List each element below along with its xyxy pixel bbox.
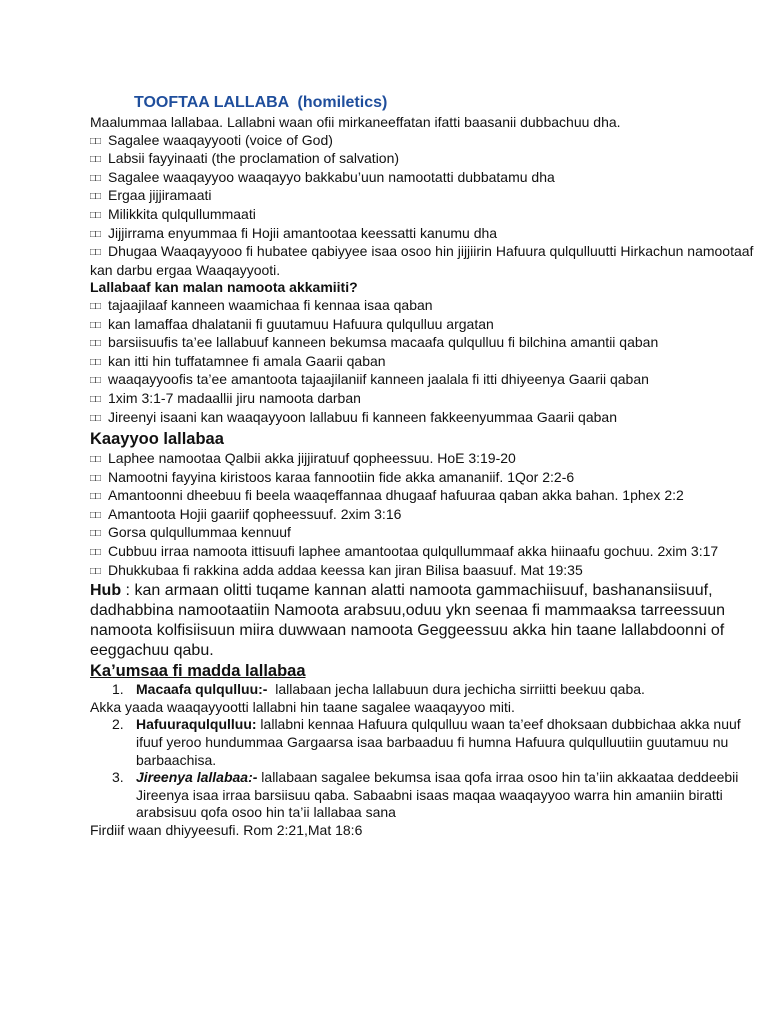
bullet-icon: □□ [90, 528, 101, 540]
bullet-icon: □□ [90, 547, 101, 559]
bullet-icon: □□ [90, 228, 101, 240]
definition-list [90, 132, 762, 280]
bullet-icon: □□ [90, 491, 101, 503]
bullet-icon: □□ [90, 135, 101, 147]
list-item: □□ barsiisuufis ta’ee lallabuuf kanneen bekumsa macaafa qulqulluu fi bilchina amantii qaban [90, 334, 762, 353]
source-list-continued [90, 716, 762, 822]
bullet-icon: □□ [90, 472, 101, 484]
bullet-icon: □□ [90, 319, 101, 331]
bullet-icon: □□ [90, 338, 101, 350]
bullet-icon: □□ [90, 356, 101, 368]
bullet-icon: □□ [90, 300, 101, 312]
bullet-icon: □□ [90, 454, 101, 466]
item-lead: Jireenya lallabaa:- [136, 769, 258, 786]
item-text: lallabaan jecha lallabuun dura jechicha sirriitti beekuu qaba. [267, 681, 645, 698]
item-lead: Hafuuraqulqulluu: [136, 716, 257, 733]
list-item: □□ waaqayyoofis ta’ee amantoota tajaajilaniif kanneen jaalala fi itti dhiyeenya Gaarii qaban [90, 371, 762, 390]
list-item: □□ Sagalee waaqayyoo waaqayyo bakkabu’uun namootatti dubbatamu dha [90, 169, 762, 188]
list-item: □□ Dhukkubaa fi rakkina adda addaa keessa kan jiran Bilisa baasuuf. Mat 19:35 [90, 562, 762, 581]
list-item: □□ Milikkita qulqullummaati [90, 206, 762, 225]
list-item: □□ Jireenyi isaani kan waaqayyoon lallabuu fi kanneen fakkeenyummaa Gaarii qaban [90, 409, 762, 428]
akka-yaada-paragraph: Akka yaada waaqayyootti lallabni hin taane sagalee waaqayyoo miti. [90, 698, 515, 715]
qualification-list [90, 297, 762, 427]
item-number: 3. [112, 769, 124, 786]
bullet-icon: □□ [90, 412, 101, 424]
closing-paragraph: Firdiif waan dhiyyeesufi. Rom 2:21,Mat 18:6 [90, 822, 363, 838]
item-number: 2. [112, 716, 124, 733]
list-item: □□ Labsii fayyinaati (the proclamation of salvation) [90, 150, 762, 169]
list-item: □□ kan itti hin tuffatamnee fi amala Gaarii qaban [90, 353, 762, 372]
numbered-item [90, 716, 762, 769]
list-item: □□ Amantoonni dheebuu fi beela waaqeffannaa dhugaaf hafuuraa qaban akka bahan. 1phex 2:2 [90, 487, 762, 506]
purpose-list [90, 450, 762, 580]
item-text: lallabni kennaa Hafuura qulqulluu waan ta’eef dhoksaan dubbichaa akka nuuf ifuuf yeroo hundummaa Gargaarsa isaa barbaaduu fi humna Hafuura qulqulluutiin guutamuu nu barbaachisa. [136, 716, 741, 768]
list-item: □□ Laphee namootaa Qalbii akka jijjiratuuf qopheessuu. HoE 3:19-20 [90, 450, 762, 469]
numbered-item [90, 681, 762, 699]
list-item: □□ Dhugaa Waaqayyooo fi hubatee qabiyyee isaa osoo hin jijjiirin Hafuura qulqulluutti Hirkachun namootaaf kan darbu ergaa Waaqayyooti. [90, 243, 754, 278]
bullet-icon: □□ [90, 375, 101, 387]
list-item: □□ Amantoota Hojii gaariif qopheessuuf. 2xim 3:16 [90, 506, 762, 525]
question-heading: Lallabaaf kan malan namoota akkamiiti? [90, 279, 358, 296]
list-item: □□ Jijjirrama enyummaa fi Hojii amantootaa keessatti kanumu dha [90, 225, 762, 244]
bullet-icon: □□ [90, 393, 101, 405]
bullet-icon: □□ [90, 565, 101, 577]
source-list [90, 681, 762, 699]
kaumsaa-heading: Ka’umsaa fi madda lallabaa [90, 662, 306, 681]
intro-paragraph: Maalummaa lallabaa. Lallabni waan ofii mirkaneeffatan ifatti baasanii dubbachuu dha. [90, 114, 621, 130]
list-item: □□ 1xim 3:1-7 madaallii jiru namoota darban [90, 390, 762, 409]
document-title: TOOFTAA LALLABA (homiletics) [134, 94, 388, 111]
bullet-icon: □□ [90, 154, 101, 166]
numbered-item [90, 769, 762, 822]
list-item: □□ Gorsa qulqullummaa kennuuf [90, 524, 762, 543]
list-item: □□ Ergaa jijjiramaati [90, 187, 762, 206]
bullet-icon: □□ [90, 191, 101, 203]
bullet-icon: □□ [90, 247, 101, 259]
list-item: □□ Sagalee waaqayyooti (voice of God) [90, 132, 762, 151]
list-item: □□ kan lamaffaa dhalatanii fi guutamuu Hafuura qulqulluu argatan [90, 316, 762, 335]
list-item: □□ Namootni fayyina kiristoos karaa fannootiin fide akka amananiif. 1Qor 2:2-6 [90, 469, 762, 488]
list-item: □□ tajaajilaaf kanneen waamichaa fi kennaa isaa qaban [90, 297, 762, 316]
bullet-icon: □□ [90, 509, 101, 521]
hub-label: Hub [90, 582, 122, 600]
hub-note [90, 581, 762, 661]
document-body [90, 114, 762, 840]
bullet-icon: □□ [90, 172, 101, 184]
item-lead: Macaafa qulqulluu:- [136, 681, 268, 698]
list-item: □□ Cubbuu irraa namoota ittisuufi laphee amantootaa qulqullummaaf akka hiinaafu gochuu. 2xim 3:17 [90, 543, 762, 562]
item-text: lallabaan sagalee bekumsa isaa qofa irraa osoo hin ta’iin akkaataa deddeebii Jireenya isaa irraa barsiisuu qaba. Sabaabni isaas maqaa waaqayyoo warra hin amaniin biratti arabsisuu qofa osoo hin ta’ii lallabaa sana [136, 769, 739, 821]
bullet-icon: □□ [90, 209, 101, 221]
kaayyoo-heading: Kaayyoo lallabaa [90, 430, 224, 449]
item-number: 1. [112, 681, 124, 698]
hub-text: : kan armaan olitti tuqame kannan alatti namoota gammachiisuuf, bashanansiisuuf, dadhabbina namootaatiin Namoota arabsuu,oduu ykn seenaa fi mammaaksa tarreessuun namoota kolfisiisuun miira duwwaan namoota Geggeessuu akka hin taane lallabdoonni of eeggachuu qabu. [90, 582, 726, 660]
